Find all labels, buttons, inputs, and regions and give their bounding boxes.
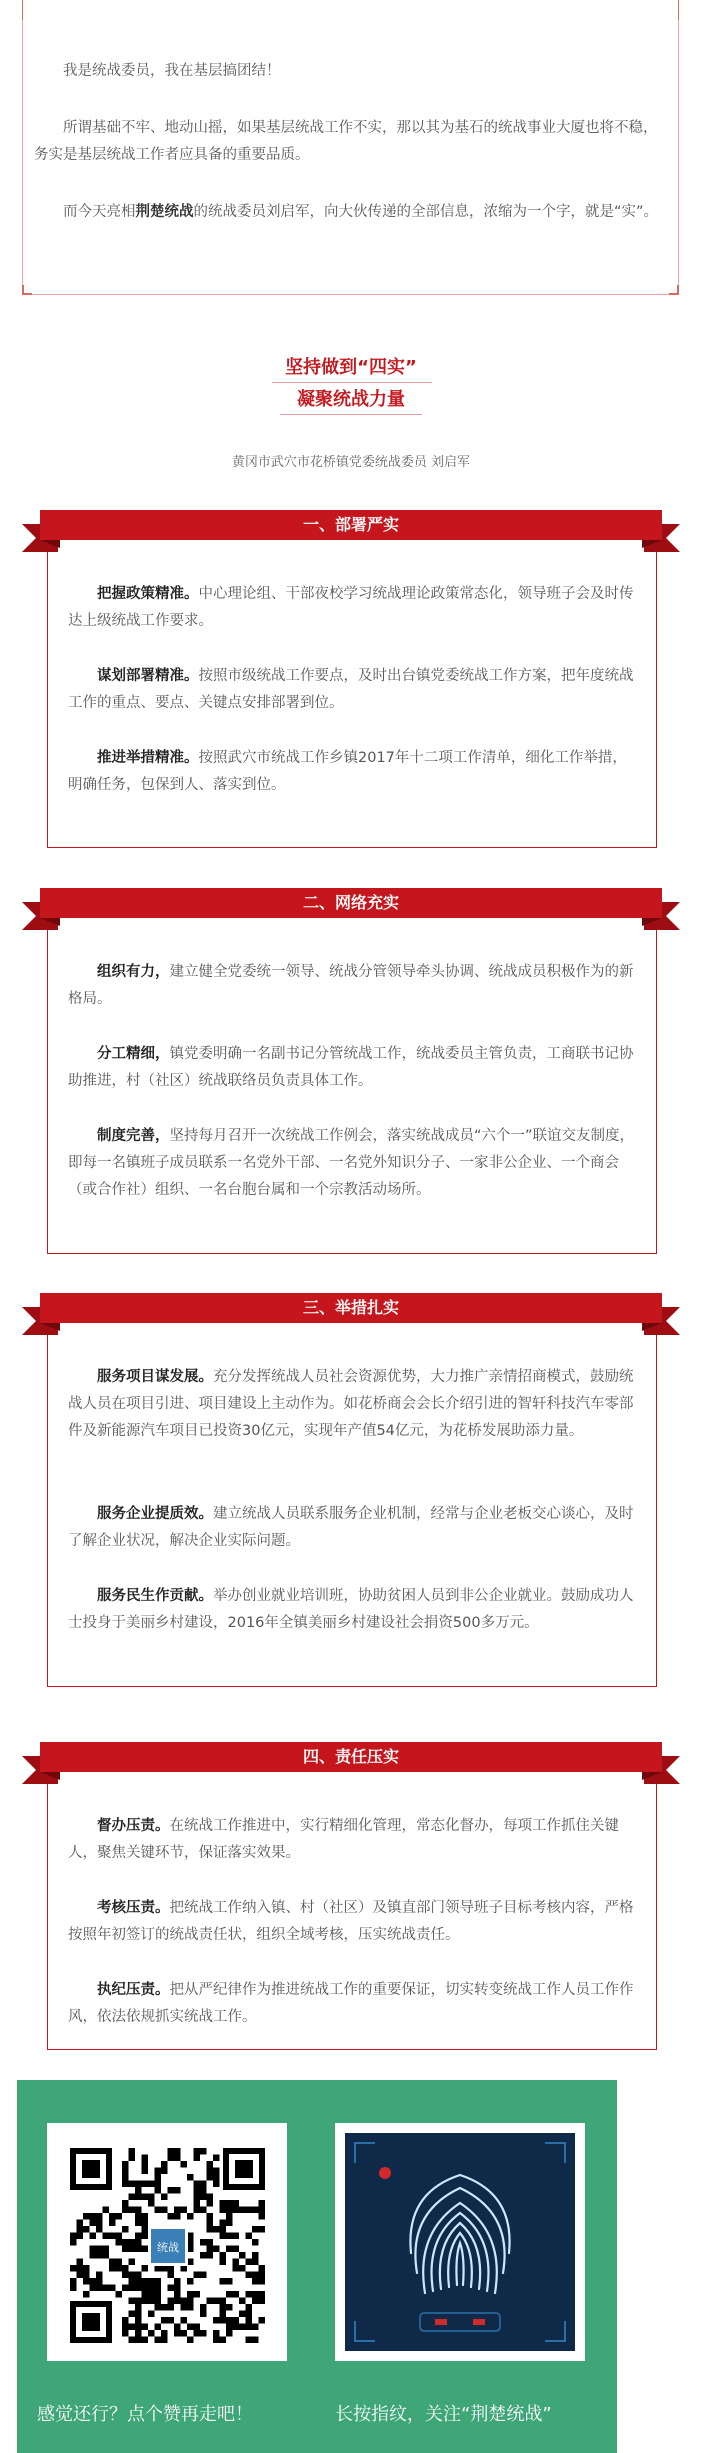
item-bold: 把握政策精准。 (97, 586, 199, 602)
intro-p3-post: 的统战委员刘启军，向大伙传递的全部信息，浓缩为一个字，就是“实”。 (193, 204, 659, 220)
item-bold: 组织有力， (97, 964, 170, 980)
item-text: 建立统战人员联系服务企业机制，经常与企业老板交心谈心，及时了解企业状况，解决企业实际问题。 (68, 1506, 634, 1549)
qr-logo-text: 统战 (157, 2241, 179, 2254)
qr-code-icon[interactable] (70, 2148, 265, 2343)
intro-border-right (678, 0, 679, 20)
section-box-4 (47, 1762, 657, 2050)
author-line: 黄冈市武穴市花桥镇党委统战委员 刘启军 (231, 455, 471, 470)
ribbon-fold (40, 1772, 60, 1780)
ribbon-fold (642, 540, 662, 548)
item-bold: 执纪压责。 (97, 1982, 170, 1998)
item-text: 举办创业就业培训班，协助贫困人员到非公企业就业。鼓励成功人士投身于美丽乡村建设，2016年全镇美丽乡村建设社会捐资500多万元。 (68, 1588, 634, 1631)
corner-ornament (22, 285, 32, 295)
intro-border-left (22, 0, 23, 20)
section-box-2 (47, 908, 657, 1254)
section-3-item-2 (68, 1501, 638, 1555)
ribbon-fold (642, 1323, 662, 1331)
item-text: 按照市级统战工作要点，及时出台镇党委统战工作方案，把年度统战工作的重点、要点、关键点安排部署到位。 (68, 668, 634, 711)
item-bold: 督办压责。 (97, 1818, 170, 1834)
item-bold: 服务民生作贡献。 (97, 1588, 213, 1604)
footer-right-caption: 长按指纹，关注“荆楚统战” (335, 2404, 552, 2425)
intro-paragraph-3 (34, 199, 666, 226)
ribbon-fold (40, 918, 60, 926)
item-bold: 分工精细， (97, 1046, 170, 1062)
intro-p3-pre: 而今天亮相 (63, 204, 136, 220)
qr-card[interactable] (47, 2123, 287, 2361)
section-heading-4: 四、责任压实 (40, 1742, 662, 1772)
section-banner-1 (22, 510, 680, 546)
corner-ornament (669, 285, 679, 295)
section-heading-1: 一、部署严实 (40, 510, 662, 540)
fingerprint-icon[interactable] (345, 2133, 575, 2351)
fingerprint-card[interactable] (335, 2123, 585, 2361)
footer-left-caption: 感觉还行？点个赞再走吧！ (37, 2404, 253, 2425)
section-2-item-3 (68, 1123, 638, 1204)
section-1-item-2 (68, 663, 638, 717)
section-2-item-2 (68, 1041, 638, 1095)
item-bold: 服务企业提质效。 (97, 1506, 213, 1522)
item-text: 建立健全党委统一领导、统战分管领导牵头协调、统战成员积极作为的新格局。 (68, 964, 634, 1007)
fingerprint-panel (345, 2133, 575, 2351)
section-4-item-2 (68, 1895, 638, 1949)
item-text: 把统战工作纳入镇、村（社区）及镇直部门领导班子目标考核内容，严格按照年初签订的统战责任状，组织全域考核，压实统战责任。 (68, 1900, 634, 1943)
item-bold: 谋划部署精准。 (97, 668, 199, 684)
item-bold: 服务项目谋发展。 (97, 1369, 213, 1385)
ribbon-fold (642, 918, 662, 926)
section-4-item-1 (68, 1813, 638, 1867)
intro-paragraph-1: 我是统战委员，我在基层搞团结！ (63, 63, 281, 79)
section-box-3 (47, 1313, 657, 1687)
section-3-item-3 (68, 1583, 638, 1637)
section-2-item-1 (68, 959, 638, 1013)
section-3-item-1 (68, 1364, 638, 1445)
item-text: 坚持每月召开一次统战工作例会，落实统战成员“六个一”联谊交友制度，即每一名镇班子成员联系一名党外干部、一名党外知识分子、一家非公企业、一个商会（或合作社）组织、一名台胞台属和一个宗教活动场所。 (68, 1128, 635, 1198)
section-heading-3: 三、举措扎实 (40, 1293, 662, 1323)
item-text: 按照武穴市统战工作乡镇2017年十二项工作清单，细化工作举措，明确任务，包保到人、落实到位。 (68, 750, 627, 793)
section-1-item-3 (68, 745, 638, 799)
intro-paragraph-2: 所谓基础不牢、地动山摇，如果基层统战工作不实，那以其为基石的统战事业大厦也将不稳，务实是基层统战工作者应具备的重要品质。 (34, 120, 658, 163)
section-1-item-1 (68, 581, 638, 635)
item-bold: 考核压责。 (97, 1900, 170, 1916)
item-text: 中心理论组、干部夜校学习统战理论政策常态化，领导班子会及时传达上级统战工作要求。 (68, 586, 634, 629)
title-line-2: 凝聚统战力量 (297, 389, 405, 410)
footer-panel (17, 2080, 617, 2453)
intro-p3-bold: 荆楚统战 (135, 204, 194, 220)
ribbon-fold (40, 1323, 60, 1331)
item-text: 把从严纪律作为推进统战工作的重要保证，切实转变统战工作人员工作作风，依法依规抓实统战工作。 (68, 1982, 634, 2025)
section-heading-2: 二、网络充实 (40, 888, 662, 918)
section-4-item-3 (68, 1977, 638, 2031)
title-line-1: 坚持做到“四实” (285, 357, 417, 378)
item-text: 镇党委明确一名副书记分管统战工作，统战委员主管负责，工商联书记协助推进，村（社区）统战联络员负责具体工作。 (68, 1046, 634, 1089)
ribbon-fold (40, 540, 60, 548)
section-banner-3 (22, 1293, 680, 1329)
item-bold: 制度完善， (97, 1128, 170, 1144)
item-text: 在统战工作推进中，实行精细化管理，常态化督办，每项工作抓住关键人，聚焦关键环节，保证落实效果。 (68, 1818, 619, 1861)
item-text: 充分发挥统战人员社会资源优势，大力推广亲情招商模式，鼓励统战人员在项目引进、项目建设上主动作为。如花桥商会会长介绍引进的智轩科技汽车零部件及新能源汽车项目已投资30亿元，实现年产值54亿元，为花桥发展助添力量。 (68, 1369, 634, 1439)
section-box-1 (47, 530, 657, 848)
section-banner-2 (22, 888, 680, 924)
ribbon-fold (642, 1772, 662, 1780)
item-bold: 推进举措精准。 (97, 750, 199, 766)
title-underline (272, 382, 432, 383)
title-underline (280, 414, 422, 415)
section-banner-4 (22, 1742, 680, 1778)
